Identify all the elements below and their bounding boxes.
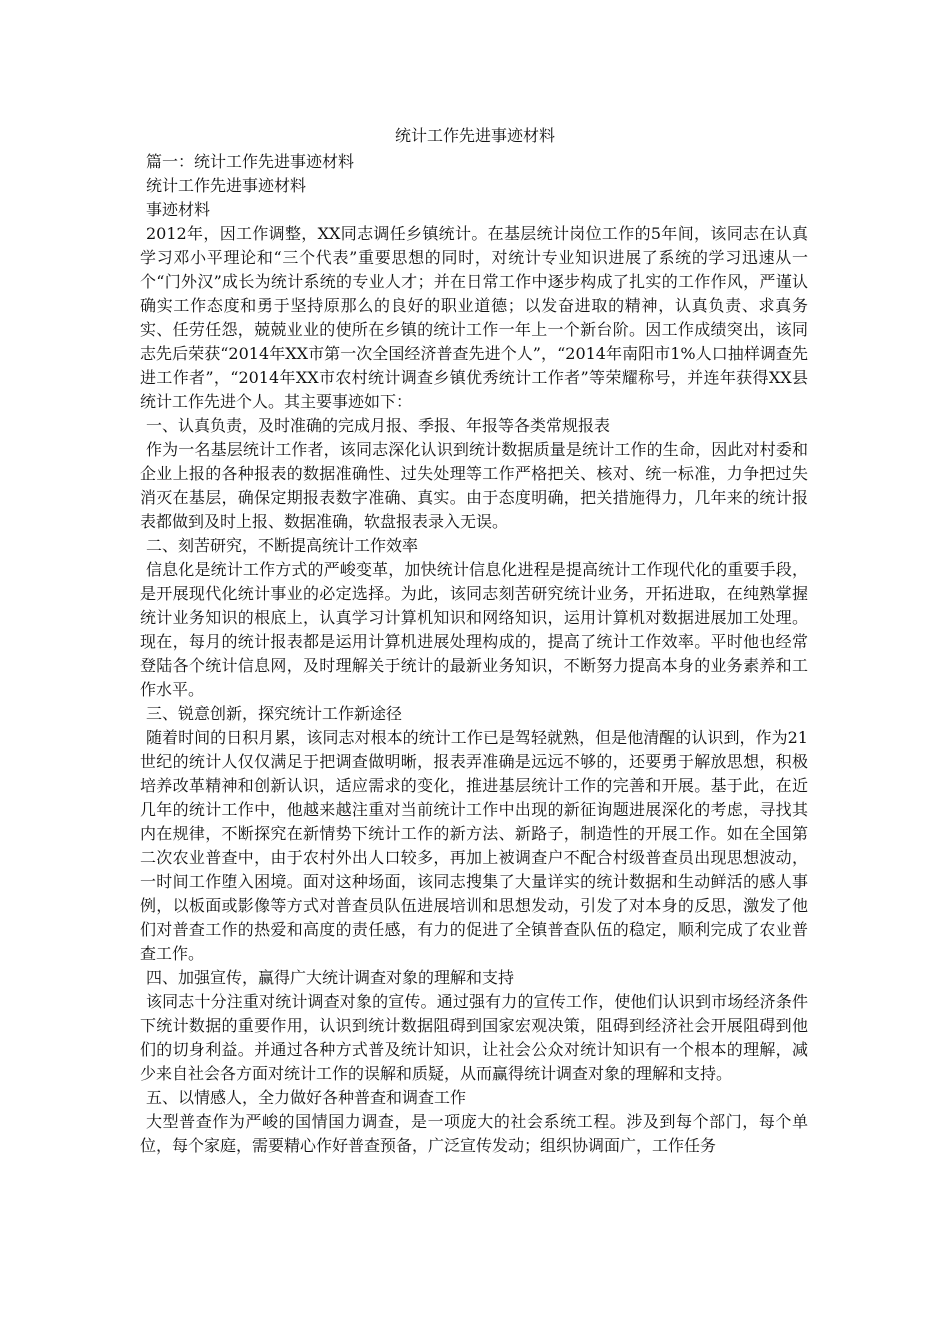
section-paragraph: 该同志十分注重对统计调查对象的宣传。通过强有力的宣传工作，使他们认识到市场经济条件下统计数据的重要作用，认识到统计数据阻碍到国家宏观决策，阻碍到经济社会开展阻碍到他们的切身利益。并通过各种方式普及统计知识，让社会公众对统计知识有一个根本的理解，减少来自社会各方面对统计工作的误解和质疑，从而赢得统计调查对象的理解和支持。 (140, 992, 808, 1083)
document-title: 统计工作先进事迹材料 (394, 126, 555, 145)
intro-paragraph: 2012年，因工作调整，XX同志调任乡镇统计。在基层统计岗位工作的5年间，该同志在认真学习邓小平理论和“三个代表”重要思想的同时，对统计专业知识进展了系统的学习迅速从一个“门外汉”成长为统计系统的专业人才；并在日常工作中逐步构成了扎实的工作作风，严谨认确实工作态度和勇于坚持原那么的良好的职业道德；以发奋进取的精神，认真负责、求真务实、任劳任怨，兢兢业业的使所在乡镇的统计工作一年上一个新台阶。因工作成绩突出，该同志先后荣获“2014年XX市第一次全国经济普查先进个人”，“2014年南阳市1%人口抽样调查先进工作者”，“2014年XX市农村统计调查乡镇优秀统计工作者”等荣耀称号，并连年获得XX县统计工作先进个人。其主要事迹如下： (140, 224, 808, 411)
section-paragraph: 大型普查作为严峻的国情国力调查，是一项庞大的社会系统工程。涉及到每个部门，每个单位，每个家庭，需要精心作好普查预备，广泛宣传发动；组织协调面广，工作任务 (140, 1112, 808, 1155)
section-heading: 五、以情感人，全力做好各种普查和调查工作 (146, 1088, 467, 1107)
section-paragraph: 作为一名基层统计工作者，该同志深化认识到统计数据质量是统计工作的生命，因此对村委和企业上报的各种报表的数据准确性、过失处理等工作严格把关、核对、统一标准，力争把过失消灭在基层，确保定期报表数字准确、真实。由于态度明确，把关措施得力，几年来的统计报表都做到及时上报、数据准确，软盘报表录入无误。 (140, 440, 808, 531)
section-paragraph: 信息化是统计工作方式的严峻变革，加快统计信息化进程是提高统计工作现代化的重要手段，是开展现代化统计事业的必定选择。为此，该同志刻苦研究统计业务，开拓进取，在纯熟掌握统计业务知识的根底上，认真学习计算机知识和网络知识，运用计算机对数据进展加工处理。现在，每月的统计报表都是运用计算机进展处理构成的，提高了统计工作效率。平时他也经常登陆各个统计信息网，及时理解关于统计的最新业务知识，不断努力提高本身的业务素养和工作水平。 (140, 560, 808, 699)
section-heading: 一、认真负责，及时准确的完成月报、季报、年报等各类常规报表 (146, 416, 611, 435)
section-paragraph: 随着时间的日积月累，该同志对根本的统计工作已是驾轻就熟，但是他清醒的认识到，作为21世纪的统计人仅仅满足于把调查做明晰，报表弄准确是远远不够的，还要勇于解放思想，积极培养改革精神和创新认识，适应需求的变化，推进基层统计工作的完善和开展。基于此，在近几年的统计工作中，他越来越注重对当前统计工作中出现的新征询题进展深化的考虑，寻找其内在规律，不断探究在新情势下统计工作的新方法、新路子，制造性的开展工作。如在全国第二次农业普查中，由于农村外出人口较多，再加上被调查户不配合村级普查员出现思想波动，一时间工作堕入困境。面对这种场面，该同志搜集了大量详实的统计数据和生动鲜活的感人事例，以板面或影像等方式对普查员队伍进展培训和思想发动，引发了对本身的反思，激发了他们对普查工作的热爱和高度的责任感，有力的促进了全镇普查队伍的稳定，顺利完成了农业普查工作。 (140, 728, 808, 963)
subtitle-line: 统计工作先进事迹材料 (146, 176, 307, 195)
subtitle-line: 事迹材料 (146, 200, 211, 219)
document-body (140, 150, 808, 1158)
section-heading: 二、刻苦研究，不断提高统计工作效率 (146, 536, 419, 555)
section-heading: 三、锐意创新，探究统计工作新途径 (146, 704, 403, 723)
section-heading: 四、加强宣传，赢得广大统计调查对象的理解和支持 (146, 968, 515, 987)
subtitle-line: 篇一：统计工作先进事迹材料 (146, 152, 355, 171)
